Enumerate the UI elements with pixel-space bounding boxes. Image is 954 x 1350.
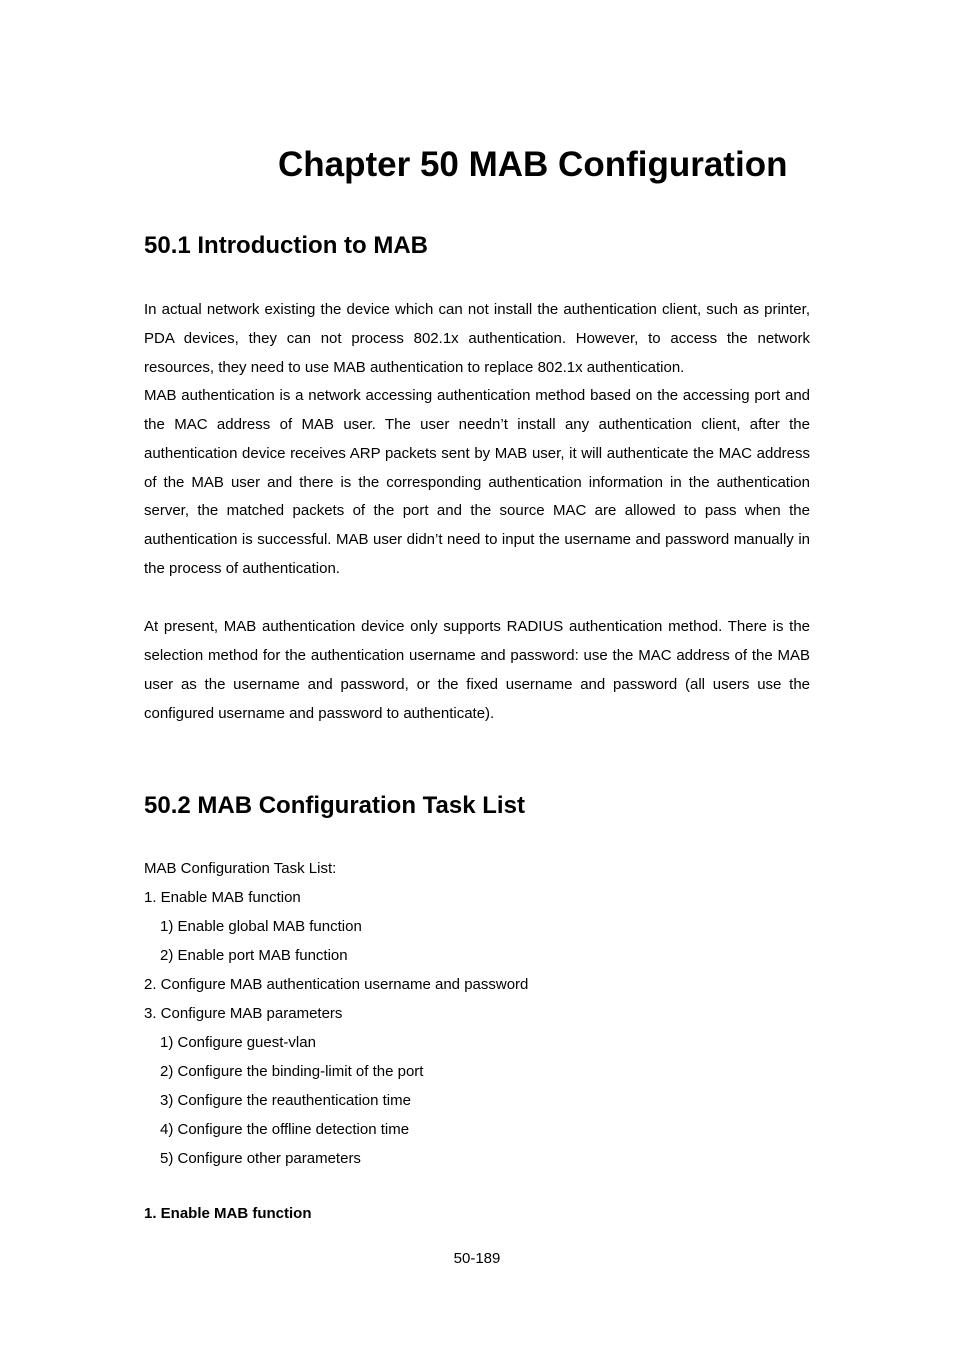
list-item: 2) Enable port MAB function xyxy=(160,946,348,964)
list-item: 1. Enable MAB function xyxy=(144,888,301,906)
subheading-enable-mab: 1. Enable MAB function xyxy=(144,1205,312,1222)
chapter-title: Chapter 50 MAB Configuration xyxy=(278,145,788,184)
list-item: 2. Configure MAB authentication username and password xyxy=(144,975,529,993)
task-list xyxy=(144,855,810,1173)
task-list-intro: MAB Configuration Task List: xyxy=(144,860,337,877)
page-number: 50-189 xyxy=(453,1250,501,1267)
section-title-task-list: 50.2 MAB Configuration Task List xyxy=(144,792,525,819)
list-item: 2) Configure the binding-limit of the port xyxy=(160,1062,424,1080)
section-title-introduction: 50.1 Introduction to MAB xyxy=(144,232,428,259)
list-item: 1) Configure guest-vlan xyxy=(160,1033,316,1051)
intro-paragraph-2: MAB authentication is a network accessing authentication method based on the accessing port and the MAC address of MAB user. The user needn’t install any authentication client, after the authentication device receives ARP packets sent by MAB user, it will authenticate the MAC address of the MAB user and there is the corresponding authentication information in the authentication server, the matched packets of the port and the source MAC are allowed to pass when the authentication is successful. MAB user didn’t need to input the username and password manually in the process of authentication. xyxy=(144,387,810,578)
list-item: 4) Configure the offline detection time xyxy=(160,1120,410,1138)
list-item: 5) Configure other parameters xyxy=(160,1149,361,1167)
intro-paragraph-1: In actual network existing the device which can not install the authentication client, such as printer, PDA devices, they can not process 802.1x authentication. However, to access the network resources, they need to use MAB authentication to replace 802.1x authentication. xyxy=(144,301,810,376)
list-item: 3. Configure MAB parameters xyxy=(144,1004,343,1022)
intro-paragraph-3: At present, MAB authentication device only supports RADIUS authentication method. There is the selection method for the authentication username and password: use the MAC address of the MAB user as the username and password, or the fixed username and password (all users use the configured username and password to authenticate). xyxy=(144,618,810,722)
list-item: 1) Enable global MAB function xyxy=(160,917,362,935)
list-item: 3) Configure the reauthentication time xyxy=(160,1091,411,1109)
